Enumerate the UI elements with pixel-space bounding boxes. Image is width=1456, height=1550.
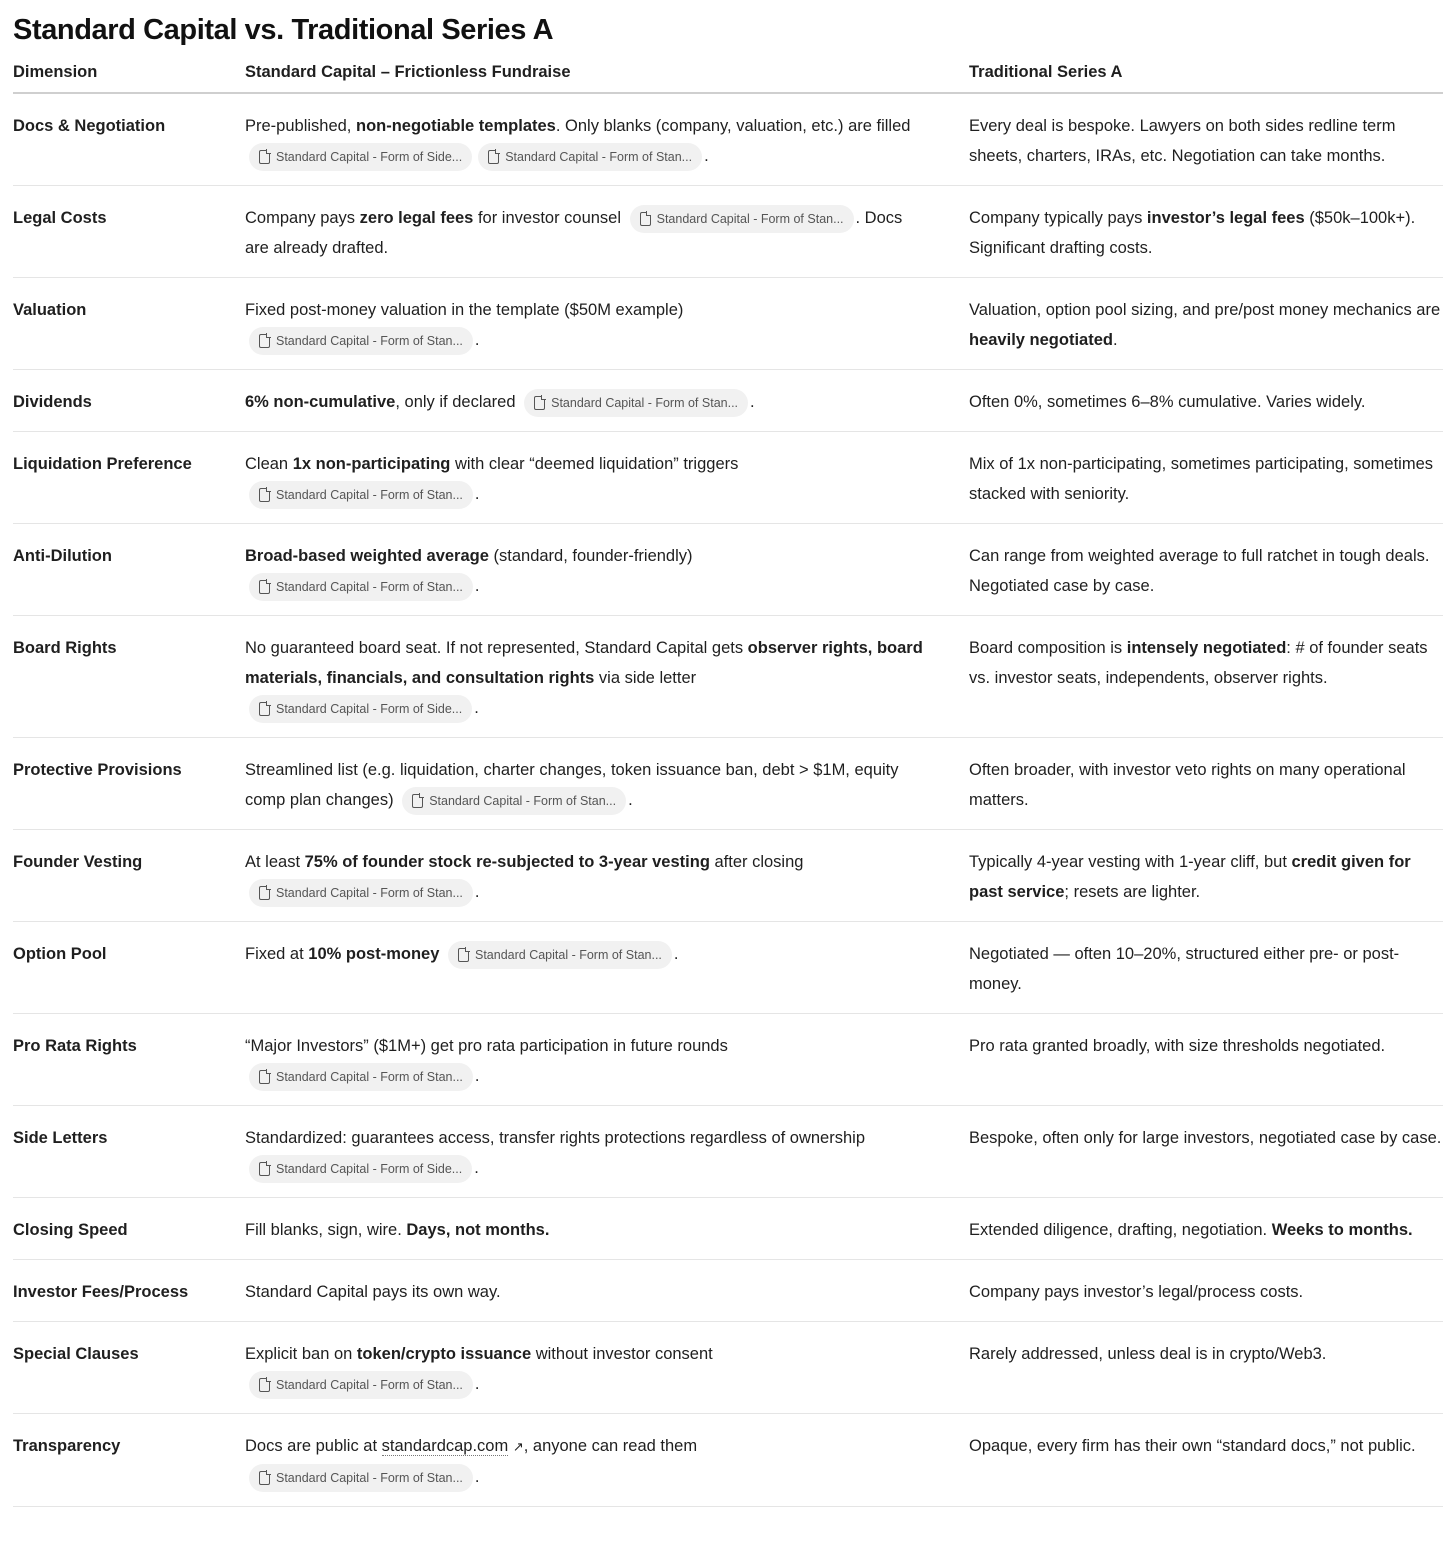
traditional-cell <box>969 278 1443 370</box>
text: Pre-published, <box>245 117 356 135</box>
standard-cell <box>245 93 969 186</box>
traditional-cell: Company pays investor’s legal/process costs. <box>969 1260 1443 1322</box>
citation-label: Standard Capital - Form of Side... <box>276 149 463 164</box>
text: after closing <box>709 853 804 871</box>
table-row <box>13 616 1443 738</box>
citation-label: Standard Capital - Form of Stan... <box>505 149 693 164</box>
text: Standardized: guarantees access, transfer rights protections regardless of ownership <box>245 1129 865 1147</box>
document-icon <box>259 488 270 502</box>
traditional-cell: Rarely addressed, unless deal is in crypto/Web3. <box>969 1322 1443 1414</box>
text: No guaranteed board seat. If not represented, Standard Capital gets <box>245 639 748 657</box>
traditional-cell <box>969 830 1443 922</box>
bold-text: 75% of founder stock re-subjected to 3-year vesting <box>304 853 710 871</box>
document-icon <box>259 702 270 716</box>
bold-text: 6% non-cumulative <box>245 393 396 411</box>
bold-text: Weeks to months. <box>1271 1221 1413 1239</box>
header-traditional: Traditional Series A <box>969 63 1443 93</box>
citation-label: Standard Capital - Form of Stan... <box>276 885 463 900</box>
header-dimension: Dimension <box>13 63 245 93</box>
table-row <box>13 738 1443 830</box>
standard-cell <box>245 278 969 370</box>
text: via side letter <box>594 669 697 687</box>
text: Typically 4-year vesting with 1-year cliff, but <box>969 853 1292 871</box>
citation-label: Standard Capital - Form of Side... <box>276 1161 463 1176</box>
citation-label: Standard Capital - Form of Stan... <box>475 947 662 962</box>
standard-cell <box>245 370 969 432</box>
dimension-cell: Founder Vesting <box>13 830 245 922</box>
text: . <box>474 1159 479 1177</box>
text: for investor counsel <box>473 209 622 227</box>
text: (standard, founder-friendly) <box>488 547 693 565</box>
document-icon <box>259 1378 270 1392</box>
table-row <box>13 1198 1443 1260</box>
traditional-cell <box>969 1198 1443 1260</box>
standard-cell <box>245 1014 969 1106</box>
text: Clean <box>245 455 293 473</box>
citation-chip[interactable] <box>630 205 854 233</box>
text: At least <box>245 853 305 871</box>
text: , anyone can read them <box>523 1437 698 1455</box>
citation-chip[interactable] <box>249 573 473 601</box>
table-row <box>13 922 1443 1014</box>
standard-cell <box>245 1106 969 1198</box>
text: . <box>474 1067 480 1085</box>
standard-cell <box>245 738 969 830</box>
citation-label: Standard Capital - Form of Stan... <box>551 395 739 410</box>
text: Fill blanks, sign, wire. <box>245 1221 407 1239</box>
table-row <box>13 432 1443 524</box>
citation-label: Standard Capital - Form of Stan... <box>276 579 463 594</box>
traditional-cell: Opaque, every firm has their own “standard docs,” not public. <box>969 1414 1443 1507</box>
text: Company pays <box>245 209 360 227</box>
citation-chip[interactable] <box>249 879 473 907</box>
dimension-cell: Closing Speed <box>13 1198 245 1260</box>
text: Docs are public at <box>245 1437 382 1455</box>
text: . <box>474 577 480 595</box>
text: : # of founder seats vs. investor seats, independents, observer rights. <box>969 639 1428 687</box>
comparison-table <box>13 63 1443 1507</box>
citation-chip[interactable] <box>249 1063 473 1091</box>
text: . Docs are already drafted. <box>245 209 903 257</box>
standard-cell: Standard Capital pays its own way. <box>245 1260 969 1322</box>
bold-text: token/crypto issuance <box>356 1345 532 1363</box>
bold-text: 10% post-money <box>308 945 440 963</box>
table-row <box>13 186 1443 278</box>
text: . <box>474 699 479 717</box>
citation-chip[interactable] <box>249 1464 473 1492</box>
document-icon <box>259 1471 270 1485</box>
page-title: Standard Capital vs. Traditional Series A <box>13 14 554 46</box>
table-row <box>13 93 1443 186</box>
citation-chip[interactable] <box>448 941 672 969</box>
text: . <box>474 1375 480 1393</box>
text: ($50k–100k+). Significant drafting costs. <box>969 209 1416 257</box>
dimension-cell: Pro Rata Rights <box>13 1014 245 1106</box>
standard-cell <box>245 186 969 278</box>
external-link-icon[interactable]: ↗ <box>512 1439 524 1454</box>
table-row <box>13 830 1443 922</box>
citation-label: Standard Capital - Form of Stan... <box>276 1470 463 1485</box>
standard-cell <box>245 432 969 524</box>
bold-text: intensely negotiated <box>1126 639 1287 657</box>
dimension-cell: Investor Fees/Process <box>13 1260 245 1322</box>
table-row <box>13 524 1443 616</box>
text: , only if declared <box>395 393 516 411</box>
table-row <box>13 370 1443 432</box>
traditional-cell: Can range from weighted average to full ratchet in tough deals. Negotiated case by case. <box>969 524 1443 616</box>
citation-label: Standard Capital - Form of Stan... <box>276 487 463 502</box>
document-icon <box>259 150 270 164</box>
text: . Only blanks (company, valuation, etc.) are filled <box>555 117 911 135</box>
bold-text: zero legal fees <box>359 209 474 227</box>
table-row <box>13 1106 1443 1198</box>
traditional-cell <box>969 186 1443 278</box>
text: . <box>474 883 480 901</box>
document-icon <box>259 886 270 900</box>
text: . <box>1112 331 1118 349</box>
text: with clear “deemed liquidation” triggers <box>450 455 739 473</box>
document-icon <box>412 794 423 808</box>
table-row <box>13 1322 1443 1414</box>
table-row <box>13 278 1443 370</box>
traditional-cell: Pro rata granted broadly, with size thresholds negotiated. <box>969 1014 1443 1106</box>
standard-cell <box>245 830 969 922</box>
standard-cell <box>245 524 969 616</box>
document-icon <box>259 1162 270 1176</box>
citation-label: Standard Capital - Form of Stan... <box>429 793 617 808</box>
text: . <box>704 147 709 165</box>
citation-chip[interactable] <box>249 143 472 171</box>
dimension-cell: Dividends <box>13 370 245 432</box>
document-icon <box>640 212 651 226</box>
bold-text: non-negotiable templates <box>355 117 556 135</box>
standard-cell <box>245 1198 969 1260</box>
dimension-cell: Board Rights <box>13 616 245 738</box>
text: Valuation, option pool sizing, and pre/post money mechanics are <box>969 301 1441 319</box>
traditional-cell: Every deal is bespoke. Lawyers on both sides redline term sheets, charters, IRAs, etc. Negotiation can take months. <box>969 93 1443 186</box>
text: Fixed at <box>245 945 309 963</box>
text: Extended diligence, drafting, negotiation. <box>969 1221 1272 1239</box>
citation-label: Standard Capital - Form of Stan... <box>276 1377 463 1392</box>
document-icon <box>458 948 469 962</box>
dimension-cell: Anti-Dilution <box>13 524 245 616</box>
header-standard: Standard Capital – Frictionless Fundraise <box>245 63 969 93</box>
traditional-cell <box>969 616 1443 738</box>
bold-text: observer rights, board materials, financials, and consultation rights <box>245 639 923 687</box>
text: “Major Investors” ($1M+) get pro rata participation in future rounds <box>245 1037 728 1055</box>
bold-text: heavily negotiated <box>969 331 1113 349</box>
dimension-cell: Transparency <box>13 1414 245 1507</box>
citation-chip[interactable] <box>249 695 472 723</box>
citation-label: Standard Capital - Form of Stan... <box>656 211 844 226</box>
document-icon <box>534 396 545 410</box>
text: Streamlined list (e.g. liquidation, charter changes, token issuance ban, debt > $1M, equity comp plan changes) <box>245 761 899 809</box>
document-icon <box>488 150 499 164</box>
standard-cell <box>245 1322 969 1414</box>
table-row <box>13 1414 1443 1507</box>
dimension-cell: Special Clauses <box>13 1322 245 1414</box>
text: . <box>750 393 755 411</box>
standard-cell <box>245 922 969 1014</box>
dimension-cell: Option Pool <box>13 922 245 1014</box>
citation-chip[interactable] <box>249 1371 473 1399</box>
standardcap-link[interactable]: standardcap.com <box>381 1437 509 1455</box>
text: . <box>628 791 633 809</box>
citation-chip[interactable] <box>478 143 702 171</box>
table-row <box>13 1014 1443 1106</box>
document-icon <box>259 580 270 594</box>
text: . <box>474 485 480 503</box>
dimension-cell: Liquidation Preference <box>13 432 245 524</box>
text: . <box>673 945 679 963</box>
text: Fixed post-money valuation in the template ($50M example) <box>245 301 684 319</box>
traditional-cell: Bespoke, often only for large investors, negotiated case by case. <box>969 1106 1443 1198</box>
text: without investor consent <box>531 1345 713 1363</box>
dimension-cell: Valuation <box>13 278 245 370</box>
dimension-cell: Legal Costs <box>13 186 245 278</box>
bold-text: Days, not months. <box>406 1221 550 1239</box>
citation-chip[interactable] <box>249 327 473 355</box>
citation-chip[interactable] <box>524 389 748 417</box>
document-icon <box>259 334 270 348</box>
standard-cell <box>245 1414 969 1507</box>
citation-label: Standard Capital - Form of Stan... <box>276 333 463 348</box>
text: Company typically pays <box>969 209 1147 227</box>
dimension-cell: Protective Provisions <box>13 738 245 830</box>
citation-chip[interactable] <box>249 1155 472 1183</box>
table-row <box>13 1260 1443 1322</box>
bold-text: 1x non-participating <box>292 455 451 473</box>
text: Explicit ban on <box>245 1345 357 1363</box>
traditional-cell: Often 0%, sometimes 6–8% cumulative. Varies widely. <box>969 370 1443 432</box>
text: Board composition is <box>969 639 1127 657</box>
citation-chip[interactable] <box>402 787 626 815</box>
standard-cell <box>245 616 969 738</box>
dimension-cell: Side Letters <box>13 1106 245 1198</box>
text: . <box>474 331 480 349</box>
bold-text: credit given for past service <box>969 853 1411 901</box>
citation-chip[interactable] <box>249 481 473 509</box>
bold-text: Broad-based weighted average <box>245 547 489 565</box>
dimension-cell: Docs & Negotiation <box>13 93 245 186</box>
citation-label: Standard Capital - Form of Side... <box>276 701 463 716</box>
traditional-cell: Often broader, with investor veto rights on many operational matters. <box>969 738 1443 830</box>
document-icon <box>259 1070 270 1084</box>
traditional-cell: Negotiated — often 10–20%, structured either pre- or post-money. <box>969 922 1443 1014</box>
text: . <box>474 1468 480 1486</box>
text: ; resets are lighter. <box>1064 883 1201 901</box>
table-header-row <box>13 63 1443 93</box>
traditional-cell: Mix of 1x non-participating, sometimes participating, sometimes stacked with seniority. <box>969 432 1443 524</box>
bold-text: investor’s legal fees <box>1146 209 1305 227</box>
citation-label: Standard Capital - Form of Stan... <box>276 1069 463 1084</box>
